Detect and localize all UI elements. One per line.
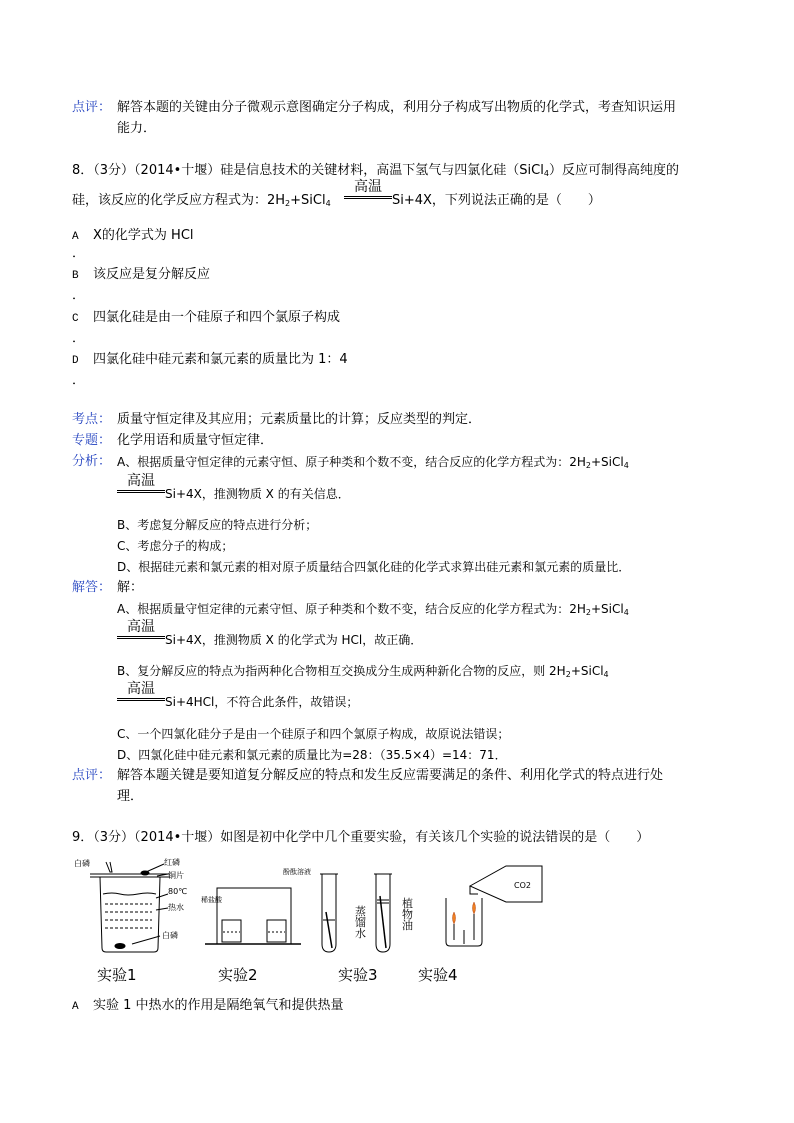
label-red-phosphorus: 红磷 [164, 858, 180, 867]
fenxi-c: C、考虑分子的构成； [117, 539, 234, 553]
q9-stem: 9．（3分）（2014•十堰）如图是初中化学中几个重要实验，有关该几个实验的说法错误的是（ ） [72, 830, 650, 845]
review-tag: 点评： [72, 768, 112, 783]
option-letter-c: C [72, 313, 79, 325]
q8-stem-line2: 硅，该反应的化学反应方程式为：$2H_2+SiCl_4$ [72, 193, 331, 208]
reaction-condition: 高温 [117, 682, 165, 701]
option-letter-b: B [72, 270, 79, 282]
jieda-b-line2: Si+4HCl，不符合此条件，故错误； [165, 695, 359, 709]
kaodian-tag: 考点： [72, 412, 112, 427]
reaction-condition: 高温 [344, 180, 392, 199]
label-temperature: 80℃ [168, 887, 188, 896]
label-distilled-water: 蒸馏水 [355, 905, 366, 940]
jieda-b-line1: B、复分解反应的特点为指两种化合物相互交换成分生成两种新化合物的反应，则 $2H_2+SiCl_4$ [117, 664, 609, 679]
option-c-text: 四氯化硅是由一个硅原子和四个氯原子构成 [93, 310, 341, 325]
review-text-line1: 解答本题的关键由分子微观示意图确定分子构成，利用分子构成写出物质的化学式，考查知识运用 [117, 100, 677, 115]
reaction-condition: 高温 [117, 474, 165, 493]
caption-experiment-2: 实验2 [218, 966, 258, 984]
jieda-head: 解： [117, 580, 144, 595]
option-dot: ． [72, 288, 86, 303]
fenxi-tag: 分析： [72, 454, 112, 469]
jieda-a-line1: A、根据质量守恒定律的元素守恒、原子种类和个数不变，结合反应的化学方程式为：$2H_2+SiCl_4$ [117, 602, 629, 617]
fenxi-a-line2: Si+4X，推测物质 X 的有关信息． [165, 487, 350, 501]
experiment-2-figure [197, 858, 309, 950]
option-dot: ． [72, 246, 86, 261]
caption-experiment-1: 实验1 [97, 966, 137, 984]
zhuanti-tag: 专题： [72, 433, 112, 448]
option-letter-d: D [72, 355, 79, 367]
jieda-a-line2: Si+4X，推测物质 X 的化学式为 HCl，故正确． [165, 633, 423, 647]
label-copper-sheet: 铜片 [168, 871, 184, 880]
option-b-text: 该反应是复分解反应 [93, 267, 211, 282]
option-dot: ． [72, 331, 86, 346]
zhuanti-text: 化学用语和质量守恒定律． [117, 433, 274, 448]
jieda-d: D、四氯化硅中硅元素和氯元素的质量比为=28：（35.5×4）=14：71． [117, 748, 507, 762]
jieda-c: C、一个四氯化硅分子是由一个硅原子和四个氯原子构成，故原说法错误； [117, 727, 510, 741]
review-tag: 点评： [72, 100, 112, 115]
experiment-1-figure [72, 852, 188, 960]
jieda-tag: 解答： [72, 580, 112, 595]
option-dot: ． [72, 373, 86, 388]
q8-stem-line2-end: Si+4X，下列说法正确的是（ ） [392, 193, 601, 208]
caption-experiment-4: 实验4 [418, 966, 458, 984]
label-phenolphthalein: 酚酞溶液 [283, 868, 311, 876]
label-hot-water: 热水 [168, 903, 184, 912]
option-letter-a: A [72, 231, 79, 243]
kaodian-text: 质量守恒定律及其应用；元素质量比的计算；反应类型的判定． [117, 412, 482, 427]
label-white-phosphorus-2: 白磷 [162, 931, 178, 940]
q9-option-a-text: 实验 1 中热水的作用是隔绝氧气和提供热量 [93, 998, 344, 1013]
review-text-line2: 能力． [117, 121, 157, 136]
reaction-condition: 高温 [117, 620, 165, 639]
fenxi-d: D、根据硅元素和氯元素的相对原子质量结合四氯化硅的化学式求算出硅元素和氯元素的质量比． [117, 560, 631, 574]
review-line1: 解答本题关键是要知道复分解反应的特点和发生反应需要满足的条件、利用化学式的特点进行处 [117, 768, 664, 783]
label-vegetable-oil: 植物油 [402, 897, 413, 932]
q8-stem-line1: 8．（3分）（2014•十堰）硅是信息技术的关键材料，高温下氢气与四氯化硅（SiCl$_4$）反应可制得高纯度的 [72, 163, 679, 178]
option-a-text: X的化学式为 HCl [93, 228, 194, 243]
review-line2: 理． [117, 789, 144, 804]
option-letter-a: A [72, 1001, 79, 1013]
option-d-text: 四氯化硅中硅元素和氯元素的质量比为 1：4 [93, 352, 348, 367]
experiment-4-figure [430, 858, 550, 950]
label-co2: CO2 [514, 881, 531, 890]
label-dilute-hcl: 稀盐酸 [201, 896, 222, 904]
label-white-phosphorus: 白磷 [74, 859, 90, 868]
fenxi-b: B、考虑复分解反应的特点进行分析； [117, 518, 318, 532]
caption-experiment-3: 实验3 [338, 966, 378, 984]
fenxi-a-line1: A、根据质量守恒定律的元素守恒、原子种类和个数不变，结合反应的化学方程式为：$2H_2+SiCl_4$ [117, 455, 629, 470]
